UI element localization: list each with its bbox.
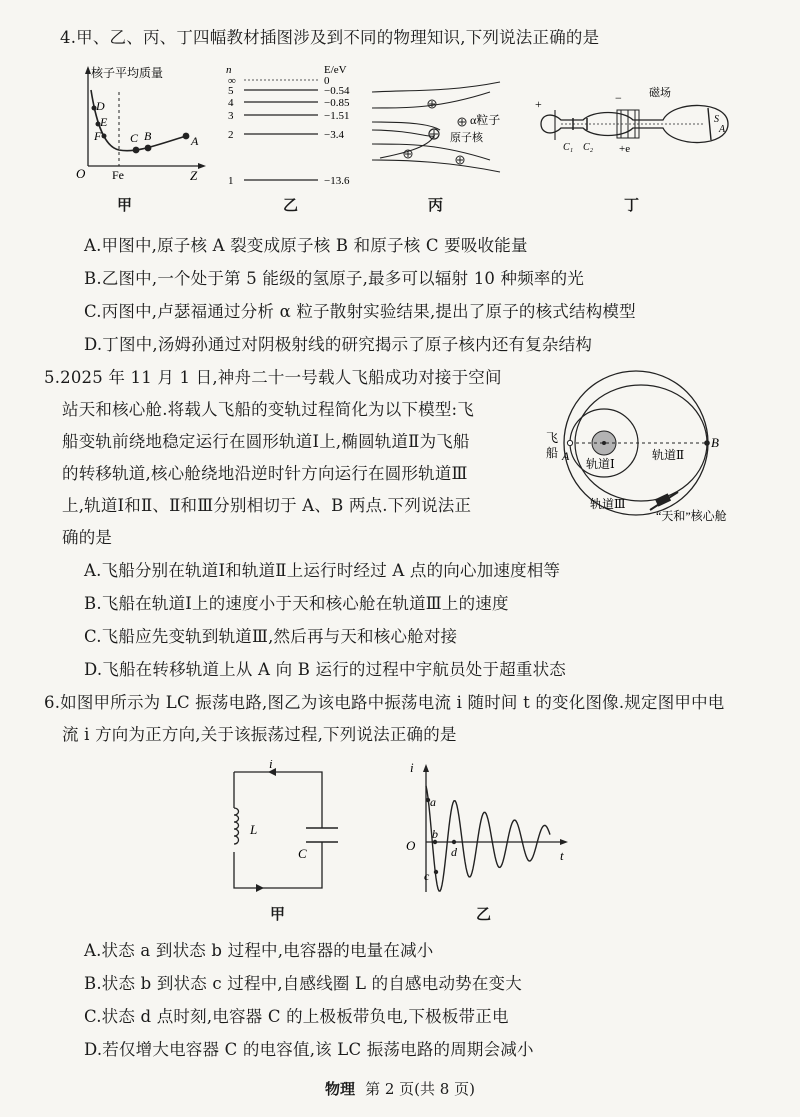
ding-minus: −: [615, 91, 622, 105]
q6-circuit-i: i: [269, 760, 273, 771]
jia-ylabel: 核子平均质量: [91, 66, 164, 80]
q5-point-a: A: [562, 449, 570, 463]
q4-caption-ding: 丁: [624, 196, 640, 214]
energy-level-n: 1: [228, 175, 234, 187]
q4-caption-jia: 甲: [117, 196, 133, 214]
q4-caption-yi: 乙: [283, 196, 299, 214]
footer-page-number: 第 2 页(共 8 页): [365, 1080, 475, 1098]
q5-stem-line-6: 确的是: [62, 528, 113, 547]
q6-option-c: C.状态 d 点时刻,电容器 C 的上极板带负电,下极板带正电: [84, 1007, 509, 1026]
yi-e-label: E/eV: [324, 64, 347, 76]
ding-a: A: [719, 124, 726, 135]
energy-level-n: ∞: [228, 75, 236, 87]
q6-option-d: D.若仅增大电容器 C 的电容值,该 LC 振荡电路的周期会减小: [84, 1040, 534, 1059]
q5-ship-label-1: 飞: [546, 431, 559, 445]
q4-stem: 4.甲、乙、丙、丁四幅教材插图涉及到不同的物理知识,下列说法正确的是: [60, 28, 600, 47]
q6-option-b: B.状态 b 到状态 c 过程中,自感线圈 L 的自感电动势在变大: [84, 974, 522, 993]
bing-nucleus-label: 原子核: [450, 132, 483, 144]
q5-orbit2-label: 轨道Ⅱ: [652, 448, 685, 462]
figure-q6-lc-circuit: [220, 760, 340, 898]
q6-stem-line-1: 6.如图甲所示为 LC 振荡电路,图乙为该电路中振荡电流 i 随时间 t 的变化图像.规定图甲中电: [44, 693, 725, 712]
q5-orbit1-label: 轨道Ⅰ: [586, 457, 615, 471]
ding-e: +e: [619, 143, 631, 155]
q5-stem-line-4: 的转移轨道,核心舱绕地沿逆时针方向运行在圆形轨道Ⅲ: [62, 464, 468, 483]
q5-option-d: D.飞船在转移轨道上从 A 向 B 运行的过程中宇航员处于超重状态: [84, 660, 567, 679]
q5-ship-label-2: 船: [546, 446, 559, 460]
q6-caption-yi: 乙: [476, 905, 492, 923]
q5-point-b: B: [711, 435, 719, 450]
q4-option-c: C.丙图中,卢瑟福通过分析 α 粒子散射实验结果,提出了原子的核式结构模型: [84, 302, 636, 321]
jia-pt-b: B: [144, 129, 152, 143]
energy-level-n: 3: [228, 110, 234, 122]
energy-level-n: 5: [228, 85, 234, 97]
q5-option-c: C.飞船应先变轨到轨道Ⅲ,然后再与天和核心舱对接: [84, 627, 458, 646]
ding-field-label: 磁场: [649, 87, 671, 99]
ding-plus: +: [535, 97, 542, 111]
q5-stem-line-2: 站天和核心舱.将载人飞船的变轨过程简化为以下模型:飞: [62, 400, 475, 419]
bing-alpha-label: α粒子: [470, 113, 501, 127]
jia-pt-e: E: [100, 115, 108, 129]
ding-c1: C₁: [563, 142, 574, 153]
figure-ding-cathode-tube: [533, 80, 733, 170]
q4-option-d: D.丁图中,汤姆孙通过对阴极射线的研究揭示了原子核内还有复杂结构: [84, 335, 593, 354]
q6-caption-jia: 甲: [270, 905, 286, 923]
jia-pt-a: A: [191, 134, 199, 148]
energy-level-n: 4: [228, 97, 234, 109]
q4-option-a: A.甲图中,原子核 A 裂变成原子核 B 和原子核 C 要吸收能量: [84, 236, 528, 255]
q6-option-a: A.状态 a 到状态 b 过程中,电容器的电量在减小: [84, 941, 434, 960]
q5-option-a: A.飞船分别在轨道Ⅰ和轨道Ⅱ上运行时经过 A 点的向心加速度相等: [84, 561, 561, 580]
ding-c2: C₂: [583, 142, 594, 153]
figure-q5-orbits: [528, 368, 768, 536]
energy-level-n: 2: [228, 129, 234, 141]
q4-option-b: B.乙图中,一个处于第 5 能级的氢原子,最多可以辐射 10 种频率的光: [84, 269, 585, 288]
jia-pt-c: C: [130, 131, 139, 145]
ding-s: S: [714, 114, 719, 125]
q6-graph-a: a: [430, 795, 436, 809]
energy-level-e: −0.54: [324, 85, 350, 97]
energy-level-e: −3.4: [324, 129, 344, 141]
jia-pt-f: F: [94, 129, 102, 143]
q6-graph-t: t: [560, 848, 564, 863]
jia-pt-d: D: [96, 99, 105, 113]
q5-stem-line-3: 船变轨前绕地稳定运行在圆形轨道Ⅰ上,椭圆轨道Ⅱ为飞船: [62, 432, 470, 451]
q6-circuit-c: C: [298, 846, 307, 861]
energy-level-e: −1.51: [324, 110, 350, 122]
q5-station-label: “天和”核心舱: [656, 509, 727, 523]
jia-z: Z: [190, 168, 198, 182]
page-footer: [0, 1078, 800, 1099]
q6-circuit-l: L: [250, 822, 258, 837]
q6-graph-o: O: [406, 838, 416, 853]
jia-origin: O: [76, 166, 86, 181]
q6-graph-c: c: [424, 869, 430, 883]
q5-orbit3-label: 轨道Ⅲ: [590, 497, 626, 511]
energy-level-e: −13.6: [324, 175, 350, 187]
figure-yi-energy-levels: [224, 62, 374, 187]
q6-stem-line-2: 流 i 方向为正方向,关于该振荡过程,下列说法正确的是: [62, 725, 457, 744]
q6-graph-i: i: [410, 760, 414, 775]
q5-stem-line-1: 5.2025 年 11 月 1 日,神舟二十一号载人飞船成功对接于空间: [44, 368, 502, 387]
jia-fe: Fe: [112, 168, 124, 182]
energy-level-e: 0: [324, 75, 330, 87]
energy-level-e: −0.85: [324, 97, 350, 109]
figure-q6-current-graph: [400, 758, 580, 898]
q6-graph-b: b: [432, 827, 438, 841]
q6-graph-d: d: [451, 845, 457, 859]
q4-caption-bing: 丙: [428, 196, 444, 214]
yi-n-label: n: [226, 64, 232, 76]
footer-subject: 物理: [325, 1080, 356, 1098]
figure-bing-alpha-scattering: [370, 78, 510, 178]
q5-stem-line-5: 上,轨道Ⅰ和Ⅱ、Ⅱ和Ⅲ分别相切于 A、B 两点.下列说法正: [62, 496, 472, 515]
figure-jia-binding-curve: [74, 62, 209, 182]
q5-option-b: B.飞船在轨道Ⅰ上的速度小于天和核心舱在轨道Ⅲ上的速度: [84, 594, 509, 613]
